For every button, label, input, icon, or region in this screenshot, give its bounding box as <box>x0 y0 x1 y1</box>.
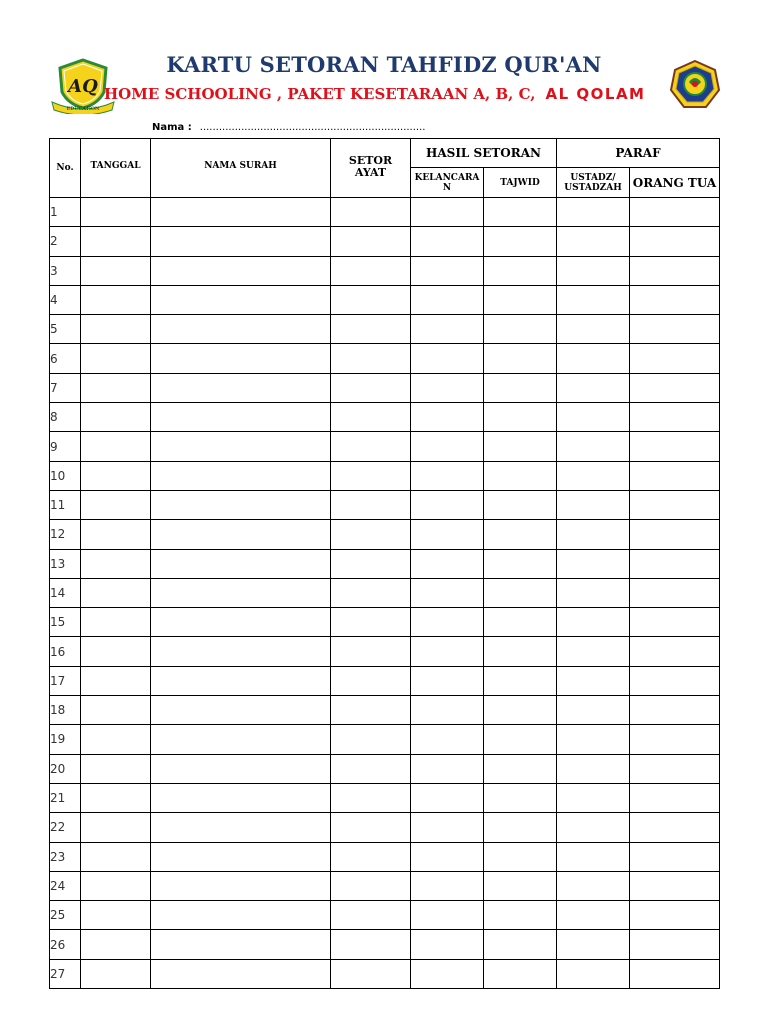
row-number: 3 <box>50 256 81 285</box>
cell-nama-surah[interactable] <box>151 198 331 227</box>
table-row <box>50 490 720 519</box>
cell-paraf-ustadz[interactable] <box>557 520 630 549</box>
table-row <box>50 578 720 607</box>
cell-paraf-ustadz[interactable] <box>557 666 630 695</box>
cell-paraf-orang-tua[interactable] <box>630 754 720 783</box>
cell-tanggal[interactable] <box>81 637 151 666</box>
cell-kelancaran[interactable] <box>411 842 484 871</box>
cell-nama-surah[interactable] <box>151 461 331 490</box>
cell-setor-ayat[interactable] <box>331 549 411 578</box>
cell-paraf-orang-tua[interactable] <box>630 490 720 519</box>
setor-ayat-line2: AYAT <box>354 166 387 179</box>
cell-setor-ayat[interactable] <box>331 227 411 256</box>
cell-paraf-ustadz[interactable] <box>557 227 630 256</box>
table-row <box>50 256 720 285</box>
cell-tajwid[interactable] <box>484 725 557 754</box>
logo-letters: AQ <box>68 76 98 97</box>
cell-kelancaran[interactable] <box>411 549 484 578</box>
cell-setor-ayat[interactable] <box>331 754 411 783</box>
cell-paraf-orang-tua[interactable] <box>630 696 720 725</box>
table-row <box>50 783 720 812</box>
cell-tajwid[interactable] <box>484 783 557 812</box>
cell-tanggal[interactable] <box>81 930 151 959</box>
cell-kelancaran[interactable] <box>411 725 484 754</box>
cell-tanggal[interactable] <box>81 608 151 637</box>
cell-tanggal[interactable] <box>81 725 151 754</box>
cell-paraf-ustadz[interactable] <box>557 813 630 842</box>
cell-paraf-orang-tua[interactable] <box>630 959 720 988</box>
cell-paraf-ustadz[interactable] <box>557 403 630 432</box>
table-row <box>50 549 720 578</box>
cell-tajwid[interactable] <box>484 959 557 988</box>
cell-paraf-ustadz[interactable] <box>557 842 630 871</box>
cell-kelancaran[interactable] <box>411 901 484 930</box>
cell-paraf-orang-tua[interactable] <box>630 666 720 695</box>
cell-tajwid[interactable] <box>484 403 557 432</box>
cell-paraf-orang-tua[interactable] <box>630 930 720 959</box>
row-number: 11 <box>50 490 81 519</box>
cell-kelancaran[interactable] <box>411 666 484 695</box>
table-row <box>50 842 720 871</box>
cell-paraf-orang-tua[interactable] <box>630 461 720 490</box>
row-number: 4 <box>50 285 81 314</box>
cell-nama-surah[interactable] <box>151 490 331 519</box>
cell-setor-ayat[interactable] <box>331 696 411 725</box>
cell-kelancaran[interactable] <box>411 198 484 227</box>
cell-paraf-ustadz[interactable] <box>557 754 630 783</box>
cell-tanggal[interactable] <box>81 871 151 900</box>
cell-nama-surah[interactable] <box>151 637 331 666</box>
cell-kelancaran[interactable] <box>411 783 484 812</box>
cell-kelancaran[interactable] <box>411 637 484 666</box>
cell-paraf-orang-tua[interactable] <box>630 608 720 637</box>
cell-kelancaran[interactable] <box>411 871 484 900</box>
cell-paraf-orang-tua[interactable] <box>630 871 720 900</box>
row-number: 25 <box>50 901 81 930</box>
cell-tanggal[interactable] <box>81 696 151 725</box>
cell-kelancaran[interactable] <box>411 959 484 988</box>
row-number: 1 <box>50 198 81 227</box>
row-number: 13 <box>50 549 81 578</box>
table-row <box>50 666 720 695</box>
cell-nama-surah[interactable] <box>151 285 331 314</box>
cell-paraf-ustadz[interactable] <box>557 549 630 578</box>
cell-setor-ayat[interactable] <box>331 578 411 607</box>
cell-setor-ayat[interactable] <box>331 813 411 842</box>
cell-tajwid[interactable] <box>484 813 557 842</box>
cell-kelancaran[interactable] <box>411 696 484 725</box>
cell-paraf-ustadz[interactable] <box>557 490 630 519</box>
cell-tajwid[interactable] <box>484 930 557 959</box>
row-number: 7 <box>50 373 81 402</box>
cell-nama-surah[interactable] <box>151 373 331 402</box>
subtitle-school-name: AL QOLAM <box>545 85 646 103</box>
cell-setor-ayat[interactable] <box>331 959 411 988</box>
cell-nama-surah[interactable] <box>151 549 331 578</box>
cell-tanggal[interactable] <box>81 344 151 373</box>
ustadz-line2: USTADZAH <box>564 182 622 193</box>
table-row <box>50 725 720 754</box>
cell-tanggal[interactable] <box>81 461 151 490</box>
cell-tanggal[interactable] <box>81 227 151 256</box>
name-label: Nama : <box>152 122 192 133</box>
ustadz-line1: USTADZ/ <box>570 172 616 183</box>
cell-nama-surah[interactable] <box>151 725 331 754</box>
cell-paraf-ustadz[interactable] <box>557 901 630 930</box>
cell-paraf-orang-tua[interactable] <box>630 198 720 227</box>
cell-kelancaran[interactable] <box>411 227 484 256</box>
cell-setor-ayat[interactable] <box>331 403 411 432</box>
cell-kelancaran[interactable] <box>411 285 484 314</box>
cell-kelancaran[interactable] <box>411 403 484 432</box>
table-row <box>50 637 720 666</box>
cell-kelancaran[interactable] <box>411 578 484 607</box>
cell-setor-ayat[interactable] <box>331 725 411 754</box>
cell-tajwid[interactable] <box>484 461 557 490</box>
row-number: 8 <box>50 403 81 432</box>
cell-setor-ayat[interactable] <box>331 344 411 373</box>
table-row <box>50 813 720 842</box>
col-header-ustadz <box>557 168 630 198</box>
cell-tanggal[interactable] <box>81 666 151 695</box>
cell-tanggal[interactable] <box>81 315 151 344</box>
cell-nama-surah[interactable] <box>151 315 331 344</box>
cell-paraf-orang-tua[interactable] <box>630 783 720 812</box>
cell-tanggal[interactable] <box>81 256 151 285</box>
cell-setor-ayat[interactable] <box>331 901 411 930</box>
cell-tanggal[interactable] <box>81 959 151 988</box>
name-dotted-line: ....................................................................... <box>199 122 426 133</box>
cell-setor-ayat[interactable] <box>331 373 411 402</box>
cell-tanggal[interactable] <box>81 901 151 930</box>
cell-nama-surah[interactable] <box>151 754 331 783</box>
row-number: 16 <box>50 637 81 666</box>
cell-paraf-ustadz[interactable] <box>557 578 630 607</box>
kelancaran-line1: KELANCARA <box>414 172 480 183</box>
cell-tajwid[interactable] <box>484 490 557 519</box>
cell-tanggal[interactable] <box>81 520 151 549</box>
cell-tanggal[interactable] <box>81 373 151 402</box>
cell-kelancaran[interactable] <box>411 490 484 519</box>
row-number: 12 <box>50 520 81 549</box>
cell-kelancaran[interactable] <box>411 930 484 959</box>
cell-tajwid[interactable] <box>484 608 557 637</box>
cell-paraf-orang-tua[interactable] <box>630 256 720 285</box>
cell-setor-ayat[interactable] <box>331 666 411 695</box>
cell-tajwid[interactable] <box>484 578 557 607</box>
table-row <box>50 930 720 959</box>
cell-tajwid[interactable] <box>484 432 557 461</box>
cell-paraf-ustadz[interactable] <box>557 871 630 900</box>
table-row <box>50 871 720 900</box>
cell-nama-surah[interactable] <box>151 432 331 461</box>
cell-tajwid[interactable] <box>484 227 557 256</box>
logo-ribbon-text: EDUCATION <box>66 106 100 112</box>
row-number: 9 <box>50 432 81 461</box>
cell-nama-surah[interactable] <box>151 227 331 256</box>
cell-paraf-orang-tua[interactable] <box>630 637 720 666</box>
cell-paraf-ustadz[interactable] <box>557 256 630 285</box>
table-body <box>50 198 720 989</box>
cell-paraf-orang-tua[interactable] <box>630 725 720 754</box>
table-row <box>50 432 720 461</box>
cell-setor-ayat[interactable] <box>331 490 411 519</box>
row-number: 17 <box>50 666 81 695</box>
table-row <box>50 754 720 783</box>
col-header-tajwid: TAJWID <box>484 168 557 198</box>
setor-ayat-line1: SETOR <box>348 154 393 167</box>
row-number: 6 <box>50 344 81 373</box>
cell-setor-ayat[interactable] <box>331 930 411 959</box>
cell-paraf-ustadz[interactable] <box>557 315 630 344</box>
table-row <box>50 520 720 549</box>
cell-nama-surah[interactable] <box>151 959 331 988</box>
row-number: 18 <box>50 696 81 725</box>
cell-setor-ayat[interactable] <box>331 256 411 285</box>
cell-paraf-orang-tua[interactable] <box>630 403 720 432</box>
col-header-no: No. <box>50 139 81 198</box>
cell-tanggal[interactable] <box>81 432 151 461</box>
cell-tanggal[interactable] <box>81 578 151 607</box>
cell-kelancaran[interactable] <box>411 461 484 490</box>
kelancaran-line2: N <box>442 182 452 193</box>
cell-paraf-ustadz[interactable] <box>557 930 630 959</box>
cell-paraf-orang-tua[interactable] <box>630 432 720 461</box>
subtitle-text: HOME SCHOOLING , PAKET KESETARAAN A, B, C, <box>104 85 536 103</box>
cell-nama-surah[interactable] <box>151 842 331 871</box>
cell-kelancaran[interactable] <box>411 520 484 549</box>
cell-setor-ayat[interactable] <box>331 432 411 461</box>
group-header-paraf: PARAF <box>557 139 720 168</box>
cell-kelancaran[interactable] <box>411 373 484 402</box>
col-header-setor-ayat <box>331 139 411 198</box>
cell-paraf-ustadz[interactable] <box>557 198 630 227</box>
row-number: 21 <box>50 783 81 812</box>
cell-nama-surah[interactable] <box>151 344 331 373</box>
cell-tanggal[interactable] <box>81 198 151 227</box>
page-title: KARTU SETORAN TAHFIDZ QUR'AN <box>166 52 602 77</box>
cell-setor-ayat[interactable] <box>331 637 411 666</box>
col-header-kelancaran <box>411 168 484 198</box>
cell-kelancaran[interactable] <box>411 754 484 783</box>
table-row <box>50 315 720 344</box>
cell-kelancaran[interactable] <box>411 315 484 344</box>
cell-paraf-ustadz[interactable] <box>557 637 630 666</box>
cell-setor-ayat[interactable] <box>331 520 411 549</box>
cell-nama-surah[interactable] <box>151 578 331 607</box>
cell-setor-ayat[interactable] <box>331 783 411 812</box>
cell-tajwid[interactable] <box>484 520 557 549</box>
cell-tanggal[interactable] <box>81 783 151 812</box>
cell-nama-surah[interactable] <box>151 256 331 285</box>
cell-nama-surah[interactable] <box>151 930 331 959</box>
cell-tajwid[interactable] <box>484 549 557 578</box>
cell-paraf-ustadz[interactable] <box>557 608 630 637</box>
cell-tajwid[interactable] <box>484 754 557 783</box>
cell-tanggal[interactable] <box>81 403 151 432</box>
cell-kelancaran[interactable] <box>411 344 484 373</box>
col-header-nama-surah: NAMA SURAH <box>151 139 331 198</box>
cell-tajwid[interactable] <box>484 315 557 344</box>
cell-tajwid[interactable] <box>484 666 557 695</box>
cell-nama-surah[interactable] <box>151 783 331 812</box>
deposit-record-table <box>49 138 720 989</box>
row-number: 15 <box>50 608 81 637</box>
row-number: 26 <box>50 930 81 959</box>
cell-paraf-ustadz[interactable] <box>557 373 630 402</box>
cell-paraf-ustadz[interactable] <box>557 285 630 314</box>
cell-paraf-orang-tua[interactable] <box>630 813 720 842</box>
cell-paraf-orang-tua[interactable] <box>630 285 720 314</box>
cell-tajwid[interactable] <box>484 696 557 725</box>
table-row <box>50 608 720 637</box>
cell-tanggal[interactable] <box>81 842 151 871</box>
cell-tajwid[interactable] <box>484 344 557 373</box>
cell-tanggal[interactable] <box>81 754 151 783</box>
cell-kelancaran[interactable] <box>411 608 484 637</box>
row-number: 23 <box>50 842 81 871</box>
row-number: 27 <box>50 959 81 988</box>
cell-nama-surah[interactable] <box>151 871 331 900</box>
cell-tajwid[interactable] <box>484 285 557 314</box>
page-subtitle <box>104 85 646 103</box>
table-row <box>50 461 720 490</box>
col-header-tanggal: TANGGAL <box>81 139 151 198</box>
cell-tajwid[interactable] <box>484 842 557 871</box>
cell-setor-ayat[interactable] <box>331 461 411 490</box>
cell-paraf-orang-tua[interactable] <box>630 227 720 256</box>
cell-paraf-ustadz[interactable] <box>557 959 630 988</box>
cell-nama-surah[interactable] <box>151 813 331 842</box>
cell-nama-surah[interactable] <box>151 403 331 432</box>
cell-paraf-orang-tua[interactable] <box>630 520 720 549</box>
group-header-hasil-setoran: HASIL SETORAN <box>411 139 557 168</box>
row-number: 22 <box>50 813 81 842</box>
row-number: 20 <box>50 754 81 783</box>
cell-paraf-orang-tua[interactable] <box>630 901 720 930</box>
cell-nama-surah[interactable] <box>151 666 331 695</box>
cell-tajwid[interactable] <box>484 198 557 227</box>
cell-setor-ayat[interactable] <box>331 871 411 900</box>
cell-paraf-ustadz[interactable] <box>557 461 630 490</box>
cell-paraf-ustadz[interactable] <box>557 432 630 461</box>
cell-paraf-ustadz[interactable] <box>557 344 630 373</box>
cell-tajwid[interactable] <box>484 373 557 402</box>
cell-tanggal[interactable] <box>81 285 151 314</box>
cell-tanggal[interactable] <box>81 490 151 519</box>
cell-setor-ayat[interactable] <box>331 608 411 637</box>
cell-tajwid[interactable] <box>484 637 557 666</box>
name-field[interactable] <box>152 122 425 133</box>
cell-paraf-ustadz[interactable] <box>557 725 630 754</box>
table-row <box>50 403 720 432</box>
cell-paraf-orang-tua[interactable] <box>630 315 720 344</box>
table-row <box>50 959 720 988</box>
cell-paraf-orang-tua[interactable] <box>630 578 720 607</box>
row-number: 19 <box>50 725 81 754</box>
row-number: 2 <box>50 227 81 256</box>
cell-kelancaran[interactable] <box>411 432 484 461</box>
row-number: 10 <box>50 461 81 490</box>
cell-paraf-ustadz[interactable] <box>557 696 630 725</box>
cell-setor-ayat[interactable] <box>331 198 411 227</box>
cell-setor-ayat[interactable] <box>331 315 411 344</box>
row-number: 5 <box>50 315 81 344</box>
table-row <box>50 344 720 373</box>
cell-nama-surah[interactable] <box>151 520 331 549</box>
cell-paraf-ustadz[interactable] <box>557 783 630 812</box>
table-row <box>50 227 720 256</box>
cell-setor-ayat[interactable] <box>331 842 411 871</box>
cell-paraf-orang-tua[interactable] <box>630 344 720 373</box>
table-row <box>50 373 720 402</box>
cell-paraf-orang-tua[interactable] <box>630 549 720 578</box>
col-header-orang-tua: ORANG TUA <box>630 168 720 198</box>
cell-tanggal[interactable] <box>81 813 151 842</box>
row-number: 24 <box>50 871 81 900</box>
cell-setor-ayat[interactable] <box>331 285 411 314</box>
cell-paraf-orang-tua[interactable] <box>630 842 720 871</box>
table-row <box>50 696 720 725</box>
cell-nama-surah[interactable] <box>151 608 331 637</box>
cell-tajwid[interactable] <box>484 901 557 930</box>
cell-tajwid[interactable] <box>484 871 557 900</box>
cell-nama-surah[interactable] <box>151 901 331 930</box>
table-row <box>50 285 720 314</box>
table-row <box>50 901 720 930</box>
cell-paraf-orang-tua[interactable] <box>630 373 720 402</box>
table-row <box>50 198 720 227</box>
cell-kelancaran[interactable] <box>411 813 484 842</box>
row-number: 14 <box>50 578 81 607</box>
cell-tanggal[interactable] <box>81 549 151 578</box>
cell-tajwid[interactable] <box>484 256 557 285</box>
cell-nama-surah[interactable] <box>151 696 331 725</box>
cell-kelancaran[interactable] <box>411 256 484 285</box>
